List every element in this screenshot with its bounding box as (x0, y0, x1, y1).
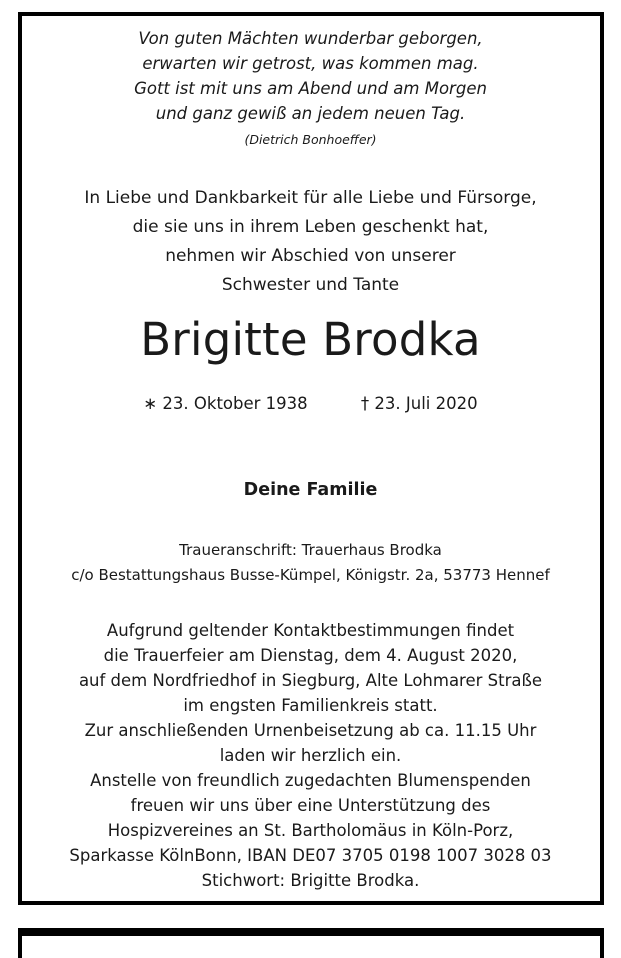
address-line: Traueranschrift: Trauerhaus Brodka (179, 541, 442, 559)
notice-line: laden wir herzlich ein. (219, 746, 402, 765)
funeral-notice (0, 618, 621, 893)
intro-line: die sie uns in ihrem Leben geschenkt hat, (132, 217, 489, 237)
poem-line: und ganz gewiß an jedem neuen Tag. (155, 104, 466, 123)
deceased-name: Brigitte Brodka (140, 313, 481, 366)
life-dates (0, 392, 621, 416)
poem-line: Von guten Mächten wunderbar geborgen, (138, 29, 483, 48)
notice-line: die Trauerfeier am Dienstag, dem 4. August 2020, (103, 646, 518, 665)
intro-line: Schwester und Tante (221, 275, 400, 295)
notice-line: Zur anschließenden Urnenbeisetzung ab ca. 11.15 Uhr (84, 721, 537, 740)
mourning-address (0, 538, 621, 588)
death-date: † 23. Juli 2020 (360, 394, 478, 413)
notice-line: auf dem Nordfriedhof in Siegburg, Alte Lohmarer Straße (78, 671, 543, 690)
next-notice-frame (18, 928, 604, 958)
notice-line: Anstelle von freundlich zugedachten Blumenspenden (90, 771, 531, 790)
intro-text (0, 184, 621, 300)
notice-line: Sparkasse KölnBonn, IBAN DE07 3705 0198 1007 3028 03 (69, 846, 552, 865)
birth-date: ∗ 23. Oktober 1938 (143, 394, 308, 413)
family-signature: Deine Familie (243, 480, 378, 500)
notice-line: Aufgrund geltender Kontaktbestimmungen findet (106, 621, 515, 640)
notice-line: Hospizvereines an St. Bartholomäus in Köln-Porz, (107, 821, 514, 840)
intro-line: nehmen wir Abschied von unserer (165, 246, 456, 266)
intro-line: In Liebe und Dankbarkeit für alle Liebe und Fürsorge, (84, 188, 537, 208)
notice-line: Stichwort: Brigitte Brodka. (201, 871, 420, 890)
notice-line: im engsten Familienkreis statt. (183, 696, 438, 715)
poem-line: Gott ist mit uns am Abend und am Morgen (134, 79, 487, 98)
notice-line: freuen wir uns über eine Unterstützung des (130, 796, 491, 815)
address-line: c/o Bestattungshaus Busse-Kümpel, Königstr. 2a, 53773 Hennef (71, 566, 550, 584)
poem-block (0, 26, 621, 150)
poem-author: (Dietrich Bonhoeffer) (244, 132, 377, 147)
poem-line: erwarten wir getrost, was kommen mag. (142, 54, 479, 73)
